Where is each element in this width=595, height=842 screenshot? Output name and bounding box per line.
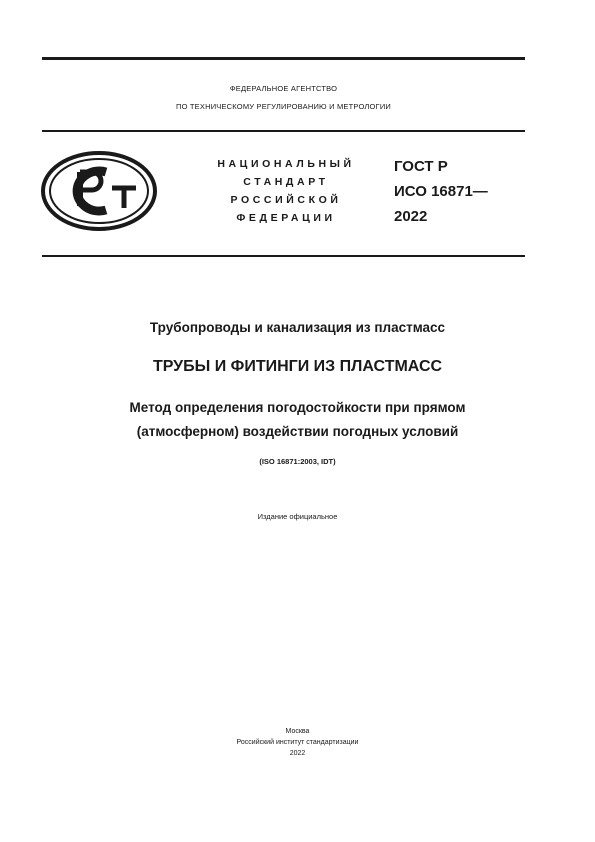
standard-type-line4: ФЕДЕРАЦИИ xyxy=(236,212,336,224)
header-bottom-rule xyxy=(42,255,525,257)
footer-year: 2022 xyxy=(289,750,306,757)
footer-city: Москва xyxy=(285,728,310,735)
document-method xyxy=(0,396,595,444)
publication-footer xyxy=(0,726,595,759)
agency-name-line2: ПО ТЕХНИЧЕСКОМУ РЕГУЛИРОВАНИЮ И МЕТРОЛОГИИ xyxy=(175,102,391,111)
edition-note: Издание официальное xyxy=(257,512,338,521)
footer-publisher: Российский институт стандартизации xyxy=(236,739,359,746)
method-line1: Метод определения погодостойкости при прямом xyxy=(129,400,466,415)
standard-designation xyxy=(394,154,534,229)
standard-type-line2: СТАНДАРТ xyxy=(243,176,329,188)
agency-name-line1: ФЕДЕРАЛЬНОЕ АГЕНТСТВО xyxy=(229,84,338,93)
designation-line2: ИСО 16871— xyxy=(394,183,488,200)
designation-line1: ГОСТ Р xyxy=(394,158,448,175)
standard-type-line3: РОССИЙСКОЙ xyxy=(230,194,342,206)
standard-type-line1: НАЦИОНАЛЬНЫЙ xyxy=(217,158,355,170)
header-top-rule xyxy=(42,57,525,60)
designation-line3: 2022 xyxy=(394,208,428,225)
document-subject: Трубопроводы и канализация из пластмасс xyxy=(149,320,446,335)
document-title: ТРУБЫ И ФИТИНГИ ИЗ ПЛАСТМАСС xyxy=(152,358,443,375)
method-line2: (атмосферном) воздействии погодных условий xyxy=(136,424,459,439)
header-middle-rule xyxy=(42,130,525,132)
pct-certification-logo-icon xyxy=(40,150,158,232)
standard-type-block xyxy=(198,155,374,227)
iso-reference: (ISO 16871:2003, IDT) xyxy=(259,457,336,466)
